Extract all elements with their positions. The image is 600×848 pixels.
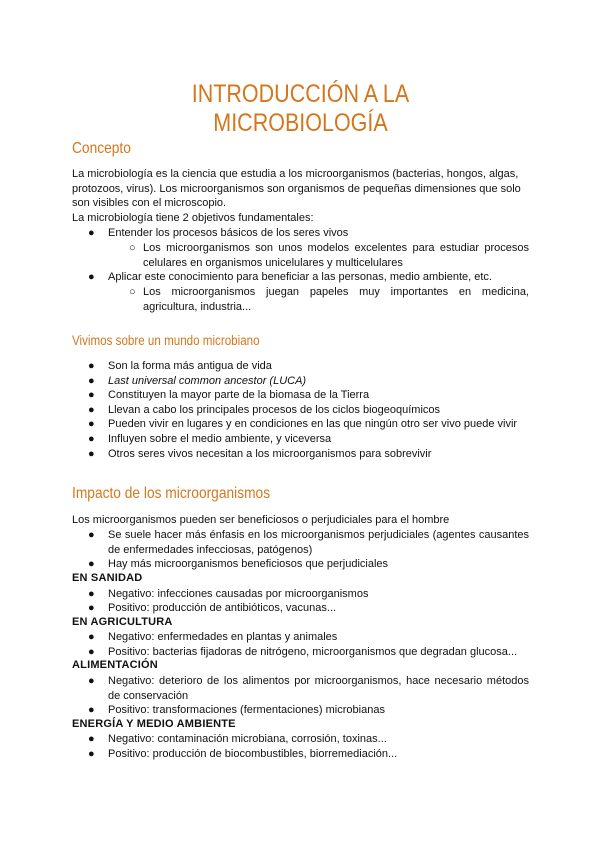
bullet-icon: ●	[88, 588, 95, 600]
list-item: ● Entender los procesos básicos de los seres vivos	[88, 227, 349, 239]
subsection-label-alimentacion: ALIMENTACIÓN	[72, 659, 158, 671]
list-item: ● Last universal common ancestor (LUCA)	[88, 375, 307, 387]
section-heading-vivimos: Vivimos sobre un mundo microbiano	[72, 333, 260, 348]
list-item: ● Negativo: deterioro de los alimentos por microorganismos, hace necesario métodos de conservación	[88, 675, 529, 702]
paragraph-line: son visibles con el microscopio.	[72, 197, 227, 210]
list-item: ● Llevan a cabo los principales procesos de los ciclos biogeoquímicos	[88, 404, 441, 416]
bullet-icon: ●	[88, 675, 95, 687]
bullet-icon: ●	[88, 704, 95, 716]
bullet-icon: ●	[88, 227, 95, 239]
impacto-intro: Los microorganismos pueden ser beneficiosos o perjudiciales para el hombre	[72, 514, 450, 526]
bullet-icon: ●	[88, 602, 95, 614]
list-item: ● Constituyen la mayor parte de la biomasa de la Tierra	[88, 389, 370, 401]
page-title: INTRODUCCIÓN A LA MICROBIOLOGÍA	[191, 80, 410, 137]
list-item: ● Otros seres vivos necesitan a los microorganismos para sobrevivir	[88, 448, 432, 460]
paragraph-line: protozoos, virus). Los microorganismos son organismos de pequeñas dimensiones que solo	[72, 182, 521, 195]
list-item: ● Positivo: producción de biocombustibles, biorremediación...	[88, 748, 398, 760]
bullet-icon: ●	[88, 360, 95, 372]
bullet-icon: ●	[88, 631, 95, 643]
list-item: ● Negativo: infecciones causadas por microorganismos	[88, 588, 369, 600]
bullet-icon: ●	[88, 418, 95, 430]
subsection-label-agricultura: EN AGRICULTURA	[72, 616, 173, 628]
list-item: ● Positivo: bacterias fijadoras de nitrógeno, microorganismos que degradan glucosa...	[88, 646, 518, 658]
list-item: ● Aplicar este conocimiento para beneficiar a las personas, medio ambiente, etc.	[88, 271, 492, 283]
list-item: ● Negativo: contaminación microbiana, corrosión, toxinas...	[88, 733, 387, 745]
bullet-icon: ●	[88, 733, 95, 745]
sub-list-item: ○ Los microorganismos son unos modelos excelentes para estudiar procesos celulares en organismos unicelulares y multicelulares	[129, 242, 529, 269]
list-item: ● Hay más microorganismos beneficiosos que perjudiciales	[88, 558, 389, 570]
circle-bullet-icon: ○	[129, 286, 136, 298]
section-heading-impacto: Impacto de los microorganismos	[72, 485, 271, 502]
bullet-icon: ●	[88, 271, 95, 283]
paragraph-line: La microbiología es la ciencia que estudia a los microorganismos (bacterias, hongos, algas,	[72, 168, 519, 180]
list-item: ● Influyen sobre el medio ambiente, y viceversa	[88, 433, 332, 445]
list-item: ● Son la forma más antigua de vida	[88, 360, 272, 372]
bullet-icon: ●	[88, 389, 95, 401]
list-item: ● Se suele hacer más énfasis en los microorganismos perjudiciales (agentes causantes de enfermedades infecciosas, patógenos)	[88, 529, 529, 556]
list-item: ● Negativo: enfermedades en plantas y animales	[88, 631, 338, 643]
bullet-icon: ●	[88, 748, 95, 760]
paragraph-line: La microbiología tiene 2 objetivos fundamentales:	[72, 211, 314, 224]
bullet-icon: ●	[88, 433, 95, 445]
sub-list-item: ○ Los microorganismos juegan papeles muy importantes en medicina, agricultura, industria...	[129, 286, 529, 313]
subsection-label-sanidad: EN SANIDAD	[72, 572, 143, 584]
bullet-icon: ●	[88, 558, 95, 570]
bullet-icon: ●	[88, 529, 95, 541]
bullet-icon: ●	[88, 375, 95, 387]
bullet-icon: ●	[88, 448, 95, 460]
list-item: ● Positivo: producción de antibióticos, vacunas...	[88, 602, 337, 614]
circle-bullet-icon: ○	[129, 242, 136, 254]
list-item: ● Positivo: transformaciones (fermentaciones) microbianas	[88, 704, 385, 716]
section-heading-concepto: Concepto	[72, 140, 131, 157]
bullet-icon: ●	[88, 404, 95, 416]
subsection-label-energia: ENERGÍA Y MEDIO AMBIENTE	[72, 718, 236, 730]
bullet-icon: ●	[88, 646, 95, 658]
list-item: ● Pueden vivir en lugares y en condiciones en las que ningún otro ser vivo puede vivir	[88, 418, 518, 430]
concepto-paragraph	[72, 167, 529, 225]
